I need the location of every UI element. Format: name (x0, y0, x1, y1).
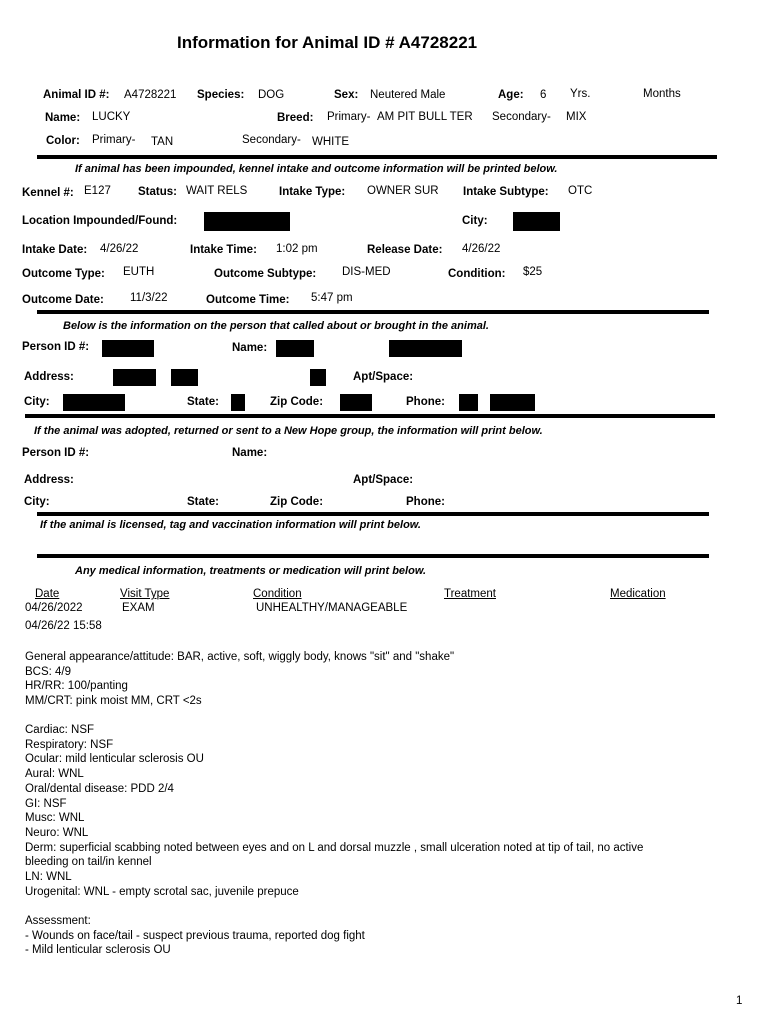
medical-note: Any medical information, treatments or medication will print below. (75, 565, 427, 577)
redacted-city (513, 212, 560, 231)
name-label: Name: (45, 112, 81, 124)
note-line: HR/RR: 100/panting (25, 680, 128, 693)
medical-notes-general (25, 650, 454, 709)
adopter-person-id-label: Person ID #: (22, 447, 90, 459)
color-secondary-label: Secondary- (242, 134, 301, 146)
page-title: Information for Animal ID # A4728221 (177, 33, 478, 52)
medical-row-visit-type: EXAM (122, 602, 155, 614)
release-date-label: Release Date: (367, 244, 443, 256)
note-line: GI: NSF (25, 797, 67, 810)
intake-type-label: Intake Type: (279, 186, 346, 198)
status-label: Status: (138, 186, 177, 198)
adopter-state-label: State: (187, 496, 219, 508)
redacted-address-1 (113, 369, 156, 386)
adopter-city-label: City: (24, 496, 50, 508)
species-value: DOG (258, 89, 285, 101)
note-line: Assessment: (25, 915, 91, 927)
section-divider (37, 310, 709, 314)
note-line: - Mild lenticular sclerosis OU (25, 944, 171, 957)
address-label: Address: (24, 371, 74, 383)
note-line: Ocular: mild lenticular sclerosis OU (25, 753, 204, 766)
intake-type-value: OWNER SUR (367, 185, 439, 197)
phone-label: Phone: (406, 396, 445, 408)
age-label: Age: (498, 89, 524, 101)
note-line: Musc: WNL (25, 812, 85, 825)
redacted-state (231, 394, 245, 411)
outcome-type-value: EUTH (123, 266, 155, 278)
person-name-label: Name: (232, 342, 268, 354)
redacted-location (204, 212, 290, 231)
outcome-date-label: Outcome Date: (22, 294, 104, 306)
note-line: bleeding on tail/in kennel (25, 856, 152, 869)
redacted-address-2 (171, 369, 198, 386)
note-line: Cardiac: NSF (25, 724, 95, 736)
release-date-value: 4/26/22 (462, 243, 501, 255)
medical-row-date: 04/26/2022 (25, 602, 83, 614)
col-header-visit-type: Visit Type (120, 588, 170, 600)
condition-value: $25 (523, 266, 543, 278)
person-id-label: Person ID #: (22, 341, 90, 353)
kennel-value: E127 (84, 185, 111, 197)
note-line: Respiratory: NSF (25, 738, 114, 751)
impound-note: If animal has been impounded, kennel intake and outcome information will be printed below. (75, 163, 558, 175)
medical-notes-assessment (25, 914, 365, 958)
apt-label: Apt/Space: (353, 371, 414, 383)
note-line: Oral/dental disease: PDD 2/4 (25, 782, 174, 795)
col-header-date: Date (35, 588, 60, 600)
note-line: Aural: WNL (25, 768, 84, 781)
breed-label: Breed: (277, 112, 314, 124)
color-primary-label: Primary- (92, 134, 136, 146)
adopter-name-label: Name: (232, 447, 268, 459)
city-label-person: City: (24, 396, 50, 408)
location-label: Location Impounded/Found: (22, 215, 178, 227)
note-line: Urogenital: WNL - empty scrotal sac, juvenile prepuce (25, 885, 299, 898)
adopted-note: If the animal was adopted, returned or sent to a New Hope group, the information will print below. (34, 425, 543, 437)
status-value: WAIT RELS (186, 185, 248, 197)
redacted-phone-area (459, 394, 478, 411)
section-divider (37, 512, 709, 516)
months-label: Months (643, 88, 681, 100)
breed-primary-label: Primary- (327, 111, 371, 123)
licensed-note: If the animal is licensed, tag and vaccination information will print below. (40, 519, 421, 531)
note-line: General appearance/attitude: BAR, active, soft, wiggly body, knows "sit" and "shake" (25, 651, 455, 663)
medical-notes-systems (25, 723, 643, 899)
note-line: Neuro: WNL (25, 826, 89, 839)
adopter-address-label: Address: (24, 474, 74, 486)
age-years-value: 6 (540, 89, 547, 101)
condition-label: Condition: (448, 268, 506, 280)
note-line: BCS: 4/9 (25, 665, 72, 678)
redacted-person-id (102, 340, 154, 357)
color-label: Color: (46, 135, 80, 147)
city-label: City: (462, 215, 488, 227)
zip-label: Zip Code: (270, 396, 324, 408)
section-divider (37, 155, 717, 159)
outcome-subtype-label: Outcome Subtype: (214, 268, 317, 280)
adopter-apt-label: Apt/Space: (353, 474, 414, 486)
sex-value: Neutered Male (370, 89, 446, 101)
color-primary-value: TAN (151, 136, 174, 148)
section-divider (37, 554, 709, 558)
intake-date-value: 4/26/22 (100, 243, 139, 255)
name-value: LUCKY (92, 111, 131, 123)
section-divider (25, 414, 715, 418)
col-header-condition: Condition (253, 588, 302, 600)
medical-timestamp: 04/26/22 15:58 (25, 620, 102, 632)
state-label: State: (187, 396, 219, 408)
years-label: Yrs. (570, 88, 591, 100)
intake-subtype-value: OTC (568, 185, 593, 197)
note-line: LN: WNL (25, 871, 72, 884)
intake-time-value: 1:02 pm (276, 243, 318, 255)
animal-id-value: A4728221 (124, 89, 177, 101)
col-header-treatment: Treatment (444, 588, 496, 600)
breed-secondary-value: MIX (566, 111, 587, 123)
redacted-zip (340, 394, 372, 411)
color-secondary-value: WHITE (312, 136, 350, 148)
breed-primary-value: AM PIT BULL TER (377, 111, 473, 123)
species-label: Species: (197, 89, 245, 101)
intake-date-label: Intake Date: (22, 244, 88, 256)
kennel-label: Kennel #: (22, 187, 74, 199)
page-number: 1 (736, 995, 743, 1007)
adopter-zip-label: Zip Code: (270, 496, 324, 508)
intake-subtype-label: Intake Subtype: (463, 186, 549, 198)
col-header-medication: Medication (610, 588, 666, 600)
redacted-phone-number (490, 394, 535, 411)
redacted-person-city (63, 394, 125, 411)
outcome-time-label: Outcome Time: (206, 294, 290, 306)
animal-id-label: Animal ID #: (43, 89, 110, 101)
note-line: - Wounds on face/tail - suspect previous trauma, reported dog fight (25, 929, 365, 942)
breed-secondary-label: Secondary- (492, 111, 551, 123)
medical-row-condition: UNHEALTHY/MANAGEABLE (256, 602, 408, 614)
note-line: Derm: superficial scabbing noted between eyes and on L and dorsal muzzle , small ulceration noted at tip of tail, no active (25, 841, 644, 854)
outcome-date-value: 11/3/22 (130, 292, 168, 304)
adopter-phone-label: Phone: (406, 496, 445, 508)
note-line: MM/CRT: pink moist MM, CRT <2s (25, 695, 202, 708)
outcome-time-value: 5:47 pm (311, 292, 353, 304)
caller-note: Below is the information on the person that called about or brought in the animal. (63, 320, 489, 332)
intake-time-label: Intake Time: (190, 244, 257, 256)
redacted-first-name (276, 340, 314, 357)
redacted-last-name (389, 340, 462, 357)
redacted-address-3 (310, 369, 326, 386)
outcome-subtype-value: DIS-MED (342, 266, 391, 278)
outcome-type-label: Outcome Type: (22, 268, 105, 280)
sex-label: Sex: (334, 89, 359, 101)
